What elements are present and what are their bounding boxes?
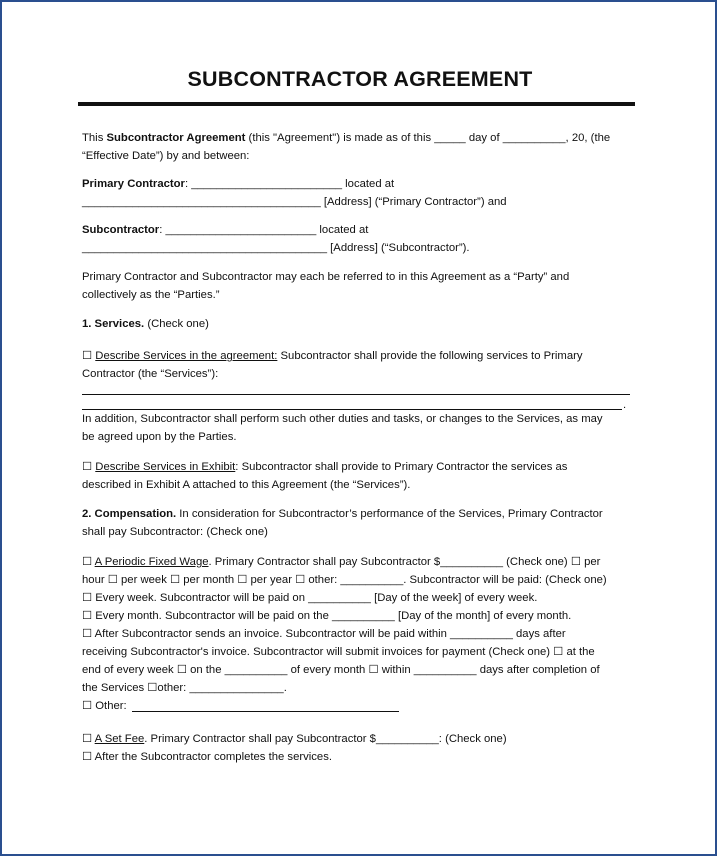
wage-line-4: ☐ Every month. Subcontractor will be paid on the __________ [Day of the month] of every month. — [82, 610, 572, 622]
intro-line-2: “Effective Date”) by and between: — [82, 150, 250, 162]
services-option-agreement-label: Describe Services in the agreement: — [95, 350, 278, 362]
services-option-exhibit-checkbox[interactable]: ☐ — [82, 461, 96, 473]
services-heading-note: (Check one) — [144, 318, 209, 330]
title-rule — [78, 102, 635, 106]
set-fee-line-2: ☐ After the Subcontractor completes the services. — [82, 751, 332, 763]
intro-paragraph — [82, 129, 634, 165]
wage-line-3: ☐ Every week. Subcontractor will be paid on __________ [Day of the week] of every week. — [82, 592, 538, 604]
wage-other-blank[interactable] — [132, 711, 399, 712]
compensation-heading — [82, 505, 634, 541]
primary-contractor-line-2: ______________________________________ [Address] (“Primary Contractor”) and — [82, 196, 507, 208]
wage-line-6: receiving Subcontractor's invoice. Subcontractor will submit invoices for payment (Check one) ☐ at the — [82, 646, 595, 658]
primary-contractor-block — [82, 175, 634, 211]
services-additional-line-2: be agreed upon by the Parties. — [82, 431, 237, 443]
primary-contractor-label: Primary Contractor — [82, 178, 185, 190]
wage-line-2: hour ☐ per week ☐ per month ☐ per year ☐ other: __________. Subcontractor will be paid: (Check one) — [82, 574, 607, 586]
wage-line-1: . Primary Contractor shall pay Subcontractor $__________ (Check one) ☐ per — [208, 556, 601, 568]
compensation-heading-label: 2. Compensation. — [82, 508, 177, 520]
set-fee-label: A Set Fee — [94, 733, 145, 745]
services-option-agreement — [82, 347, 634, 383]
parties-line-1: Primary Contractor and Subcontractor may each be referred to in this Agreement as a “Party” and — [82, 271, 570, 283]
services-option-exhibit — [82, 458, 634, 494]
primary-contractor-line-1: : ________________________ located at — [184, 178, 395, 190]
wage-line-5: ☐ After Subcontractor sends an invoice. Subcontractor will be paid within __________ days after — [82, 628, 566, 640]
services-additional-paragraph — [82, 410, 634, 446]
compensation-line-1: In consideration for Subcontractor’s performance of the Services, Primary Contractor — [176, 508, 603, 520]
subcontractor-label: Subcontractor — [82, 224, 160, 236]
wage-option — [82, 553, 634, 715]
wage-line-8: the Services ☐other: _______________. — [82, 682, 287, 694]
services-option-agreement-line-1: Subcontractor shall provide the following services to Primary — [277, 350, 583, 362]
subcontractor-line-1: : ________________________ located at — [159, 224, 369, 236]
services-option-agreement-line-2: Contractor (the “Services”): — [82, 368, 219, 380]
wage-line-7: end of every week ☐ on the __________ of every month ☐ within __________ days after completion of — [82, 664, 600, 676]
services-heading — [82, 315, 634, 333]
subcontractor-block — [82, 221, 634, 257]
intro-bold: Subcontractor Agreement — [106, 132, 246, 144]
services-heading-label: 1. Services. — [82, 318, 145, 330]
parties-line-2: collectively as the “Parties.” — [82, 289, 220, 301]
services-option-exhibit-line-1: : Subcontractor shall provide to Primary Contractor the services as — [235, 461, 568, 473]
services-additional-line-1: In addition, Subcontractor shall perform such other duties and tasks, or changes to the Services, as may — [82, 413, 603, 425]
wage-option-label: A Periodic Fixed Wage — [94, 556, 209, 568]
wage-other-label: ☐ Other: — [82, 700, 127, 712]
services-option-agreement-checkbox[interactable]: ☐ — [82, 350, 96, 362]
wage-option-checkbox[interactable]: ☐ — [82, 556, 95, 568]
set-fee-option — [82, 730, 634, 766]
intro-pre: This — [82, 132, 107, 144]
document-title: SUBCONTRACTOR AGREEMENT — [187, 67, 533, 91]
services-blank-end: . — [623, 399, 627, 411]
services-blank-line-1[interactable] — [82, 394, 630, 395]
set-fee-checkbox[interactable]: ☐ — [82, 733, 95, 745]
intro-line-1: (this "Agreement") is made as of this _____ day of __________, 20, (the — [245, 132, 611, 144]
parties-paragraph — [82, 268, 634, 304]
services-option-exhibit-label: Describe Services in Exhibit — [95, 461, 236, 473]
set-fee-line-1: . Primary Contractor shall pay Subcontractor $__________: (Check one) — [144, 733, 507, 745]
subcontractor-line-2: _______________________________________ [Address] (“Subcontractor”). — [82, 242, 470, 254]
compensation-line-2: shall pay Subcontractor: (Check one) — [82, 526, 268, 538]
services-option-exhibit-line-2: described in Exhibit A attached to this Agreement (the “Services”). — [82, 479, 411, 491]
